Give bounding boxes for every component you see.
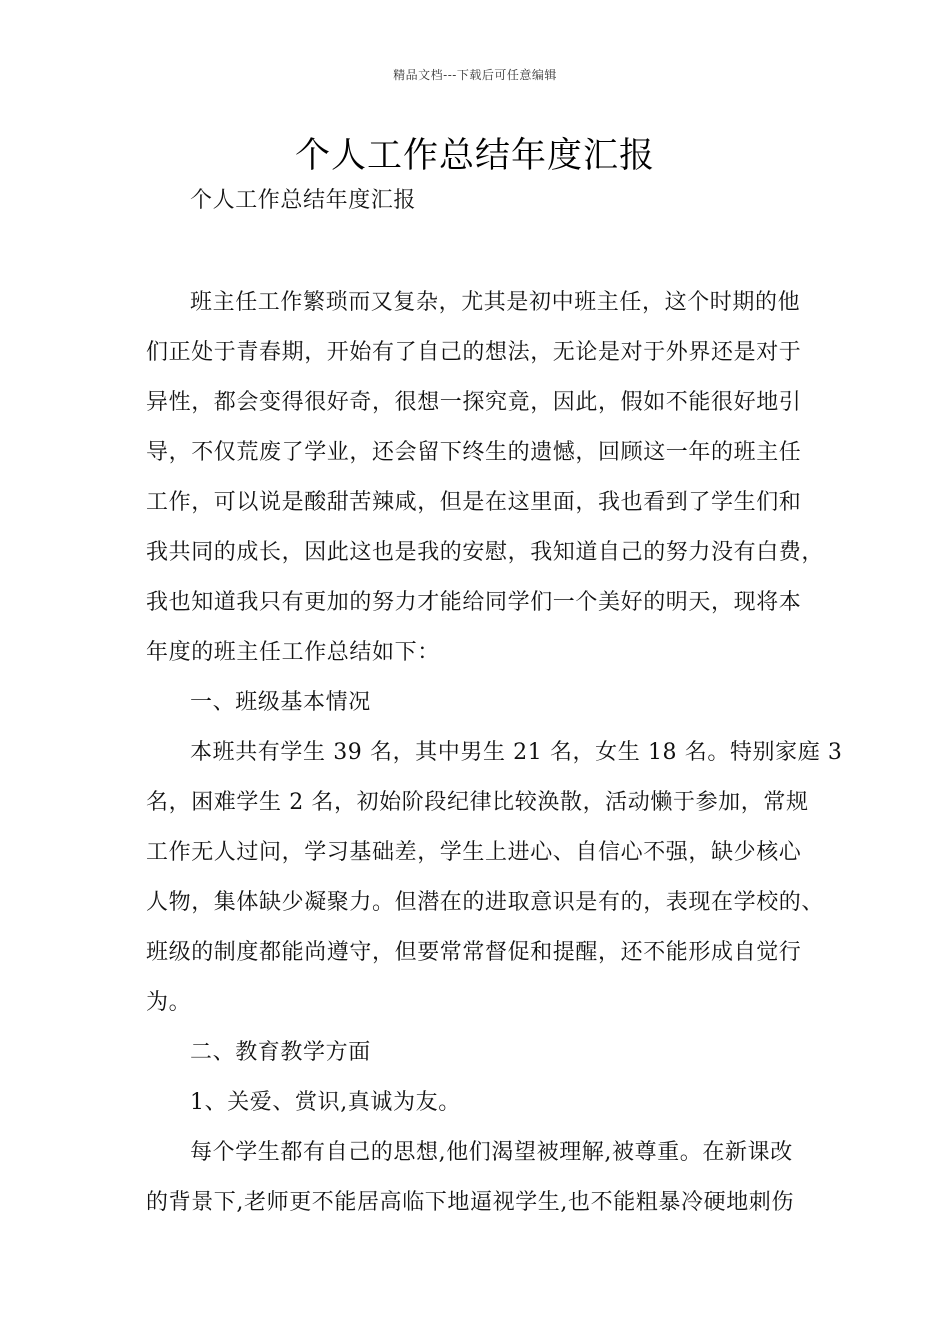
document-subtitle: 个人工作总结年度汇报 [190,188,417,213]
subsection-heading: 1、关爱、赏识,真诚为友。 [190,1090,461,1115]
paragraph-line: 工作无人过问，学习基础差，学生上进心、自信心不强，缺少核心 [146,840,802,865]
paragraph-line: 的背景下,老师更不能居高临下地逼视学生,也不能粗暴冷硬地刺伤 [146,1190,794,1215]
paragraph-line: 班主任工作繁琐而又复杂，尤其是初中班主任，这个时期的他 [190,290,801,315]
paragraph-line: 们正处于青春期，开始有了自己的想法，无论是对于外界还是对于 [146,340,802,365]
paragraph-line: 导，不仅荒废了学业，还会留下终生的遗憾，回顾这一年的班主任 [146,440,802,465]
document-title: 个人工作总结年度汇报 [294,136,655,176]
paragraph-line: 人物，集体缺少凝聚力。但潜在的进取意识是有的，表现在学校的、 [146,890,825,915]
paragraph-line: 班级的制度都能尚遵守，但要常常督促和提醒，还不能形成自觉行 [146,940,802,965]
paragraph-line: 为。 [146,990,192,1015]
paragraph-line: 我共同的成长，因此这也是我的安慰，我知道自己的努力没有白费， [146,540,825,565]
paragraph-line: 我也知道我只有更加的努力才能给同学们一个美好的明天，现将本 [146,590,802,615]
paragraph-line: 每个学生都有自己的思想,他们渴望被理解,被尊重。在新课改 [190,1140,793,1165]
paragraph-line: 工作，可以说是酸甜苦辣咸，但是在这里面，我也看到了学生们和 [146,490,802,515]
section-heading: 一、班级基本情况 [190,690,371,715]
section-heading: 二、教育教学方面 [190,1040,371,1065]
paragraph-line: 年度的班主任工作总结如下： [146,640,440,665]
paragraph-line: 名，困难学生 2 名，初始阶段纪律比较涣散，活动懒于参加，常规 [146,790,809,815]
header-note: 精品文档---下载后可任意编辑 [393,68,557,82]
paragraph-line: 本班共有学生 39 名，其中男生 21 名，女生 18 名。特别家庭 3 [190,740,843,765]
paragraph-line: 异性，都会变得很好奇，很想一探究竟，因此，假如不能很好地引 [146,390,802,415]
